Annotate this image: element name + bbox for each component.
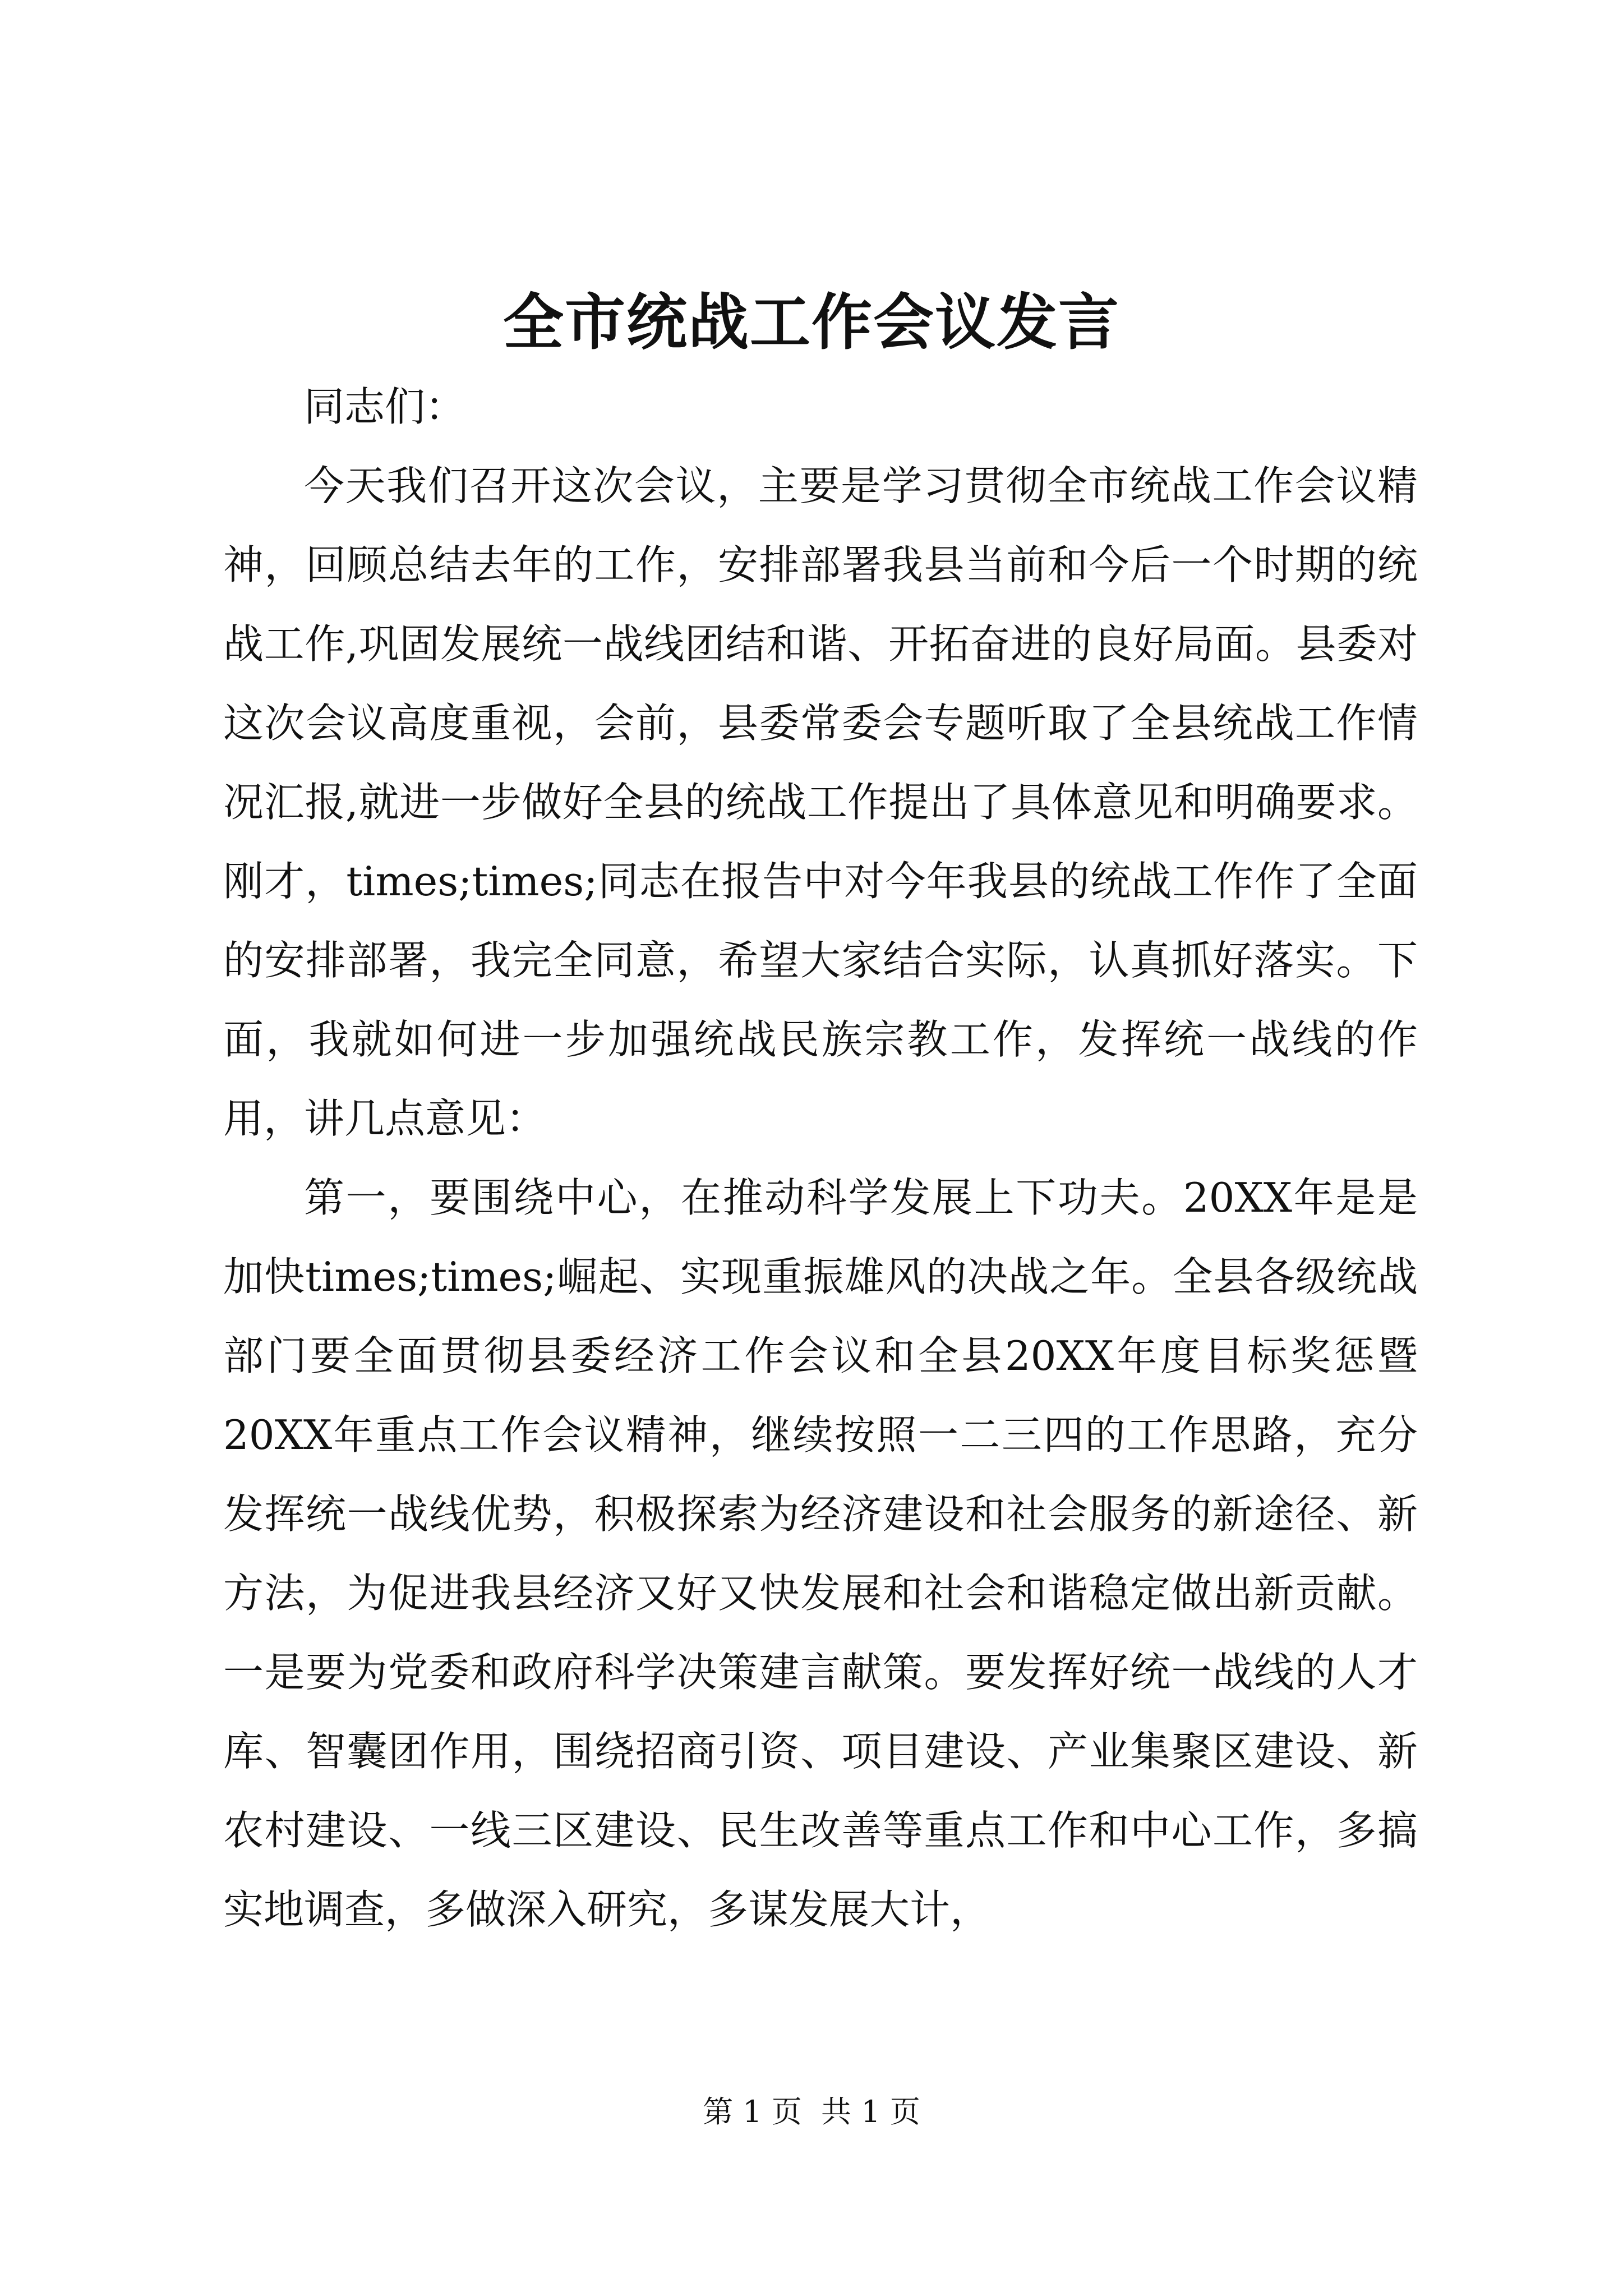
document-body — [223, 367, 1418, 1949]
page-number-label: 第 1 页 共 1 页 — [703, 2094, 920, 2129]
first-point-paragraph: 第一，要围绕中心，在推动科学发展上下功夫。20XX年是是加快times;times;崛起、实现重振雄风的决战之年。全县各级统战部门要全面贯彻县委经济工作会议和全县20XX年度目标奖惩暨20XX年重点工作会议精神，继续按照一二三四的工作思路，充分发挥统一战线优势，积极探索为经济建设和社会服务的新途径、新方法，为促进我县经济又好又快发展和社会和谐稳定做出新贡献。一是要为党委和政府科学决策建言献策。要发挥好统一战线的人才库、智囊团作用，围绕招商引资、项目建设、产业集聚区建设、新农村建设、一线三区建设、民生改善等重点工作和中心工作，多搞实地调查，多做深入研究，多谋发展大计， — [223, 1174, 1418, 1933]
document-title: 全市统战工作会议发言 — [502, 287, 1120, 358]
salutation-paragraph: 同志们： — [304, 383, 466, 430]
page-footer — [0, 2090, 1623, 2134]
intro-paragraph: 今天我们召开这次会议，主要是学习贯彻全市统战工作会议精神，回顾总结去年的工作，安排部署我县当前和今后一个时期的统战工作,巩固发展统一战线团结和谐、开拓奋进的良好局面。县委对这次会议高度重视，会前，县委常委会专题听取了全县统战工作情况汇报,就进一步做好全县的统战工作提出了具体意见和明确要求。刚才，times;times;同志在报告中对今年我县的统战工作作了全面的安排部署，我完全同意，希望大家结合实际，认真抓好落实。下面，我就如何进一步加强统战民族宗教工作，发挥统一战线的作用，讲几点意见： — [223, 462, 1418, 1142]
